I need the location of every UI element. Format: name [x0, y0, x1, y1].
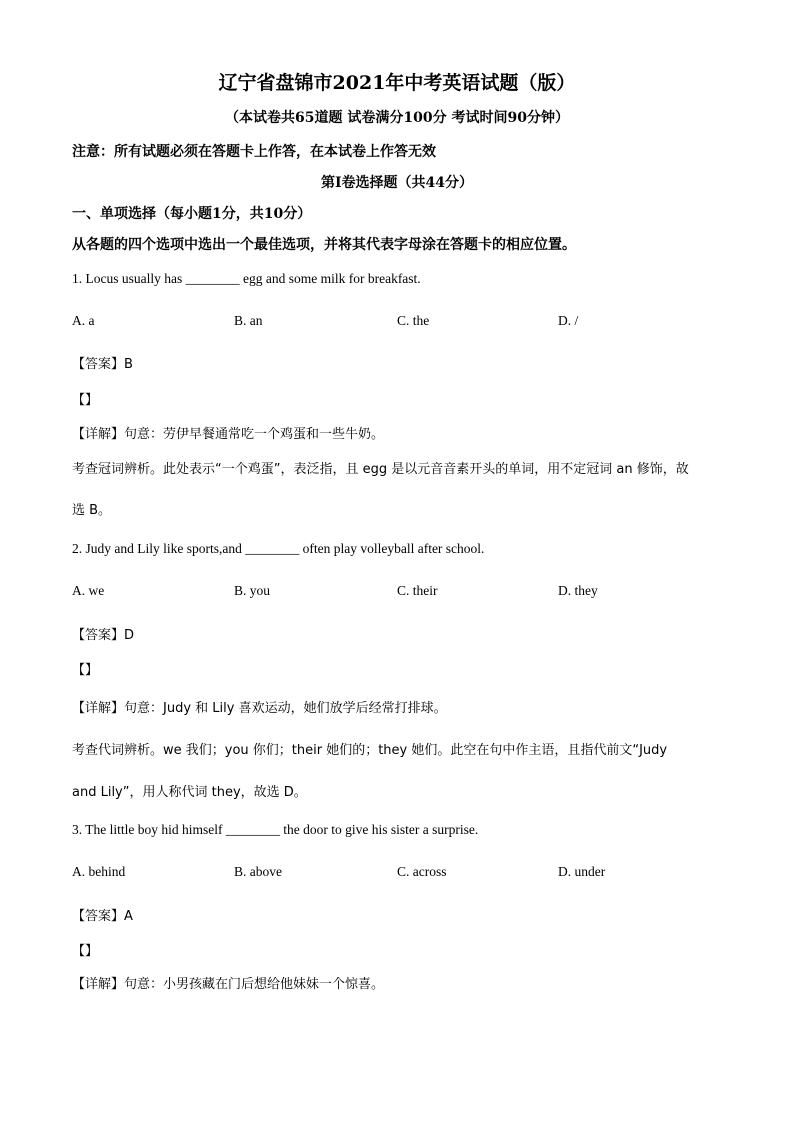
question-2-option-b: B. you: [234, 583, 271, 598]
question-1-stem: 1. Locus usually has ________ egg and some milk for breakfast.: [72, 271, 421, 286]
question-1-analysis-line-2: 选 B。: [72, 503, 112, 518]
exam-info: （本试卷共65道题 试卷满分100分 考试时间90分钟）: [225, 110, 569, 126]
question-1-option-d: D. /: [558, 313, 579, 328]
question-1-answer: 【答案】B: [72, 357, 133, 372]
question-3-answer: 【答案】A: [72, 909, 133, 924]
question-3-option-c: C. across: [397, 864, 447, 879]
question-2-option-d: D. they: [558, 583, 598, 598]
question-3-stem: 3. The little boy hid himself ________ the door to give his sister a surprise.: [72, 822, 479, 837]
part-title: 一、单项选择（每小题1分，共10分）: [72, 206, 312, 222]
question-1-option-b: B. an: [234, 313, 263, 328]
question-3-option-d: D. under: [558, 864, 606, 879]
question-3-detail: 【详解】句意：小男孩藏在门后想给他妹妹一个惊喜。: [72, 977, 385, 992]
question-2-answer: 【答案】D: [72, 628, 135, 643]
question-2-option-a: A. we: [72, 583, 105, 598]
question-3-option-b: B. above: [234, 864, 282, 879]
instruction: 从各题的四个选项中选出一个最佳选项，并将其代表字母涂在答题卡的相应位置。: [72, 237, 576, 253]
question-2-analysis-line-1: 考查代词辨析。we 我们；you 你们；their 她们的；they 她们。此空在句中作主语，且指代前文“Judy: [72, 743, 668, 758]
page-title: 辽宁省盘锦市2021年中考英语试题（版）: [218, 72, 576, 94]
question-1-option-c: C. the: [397, 313, 430, 328]
question-2-option-c: C. their: [397, 583, 438, 598]
question-2-stem: 2. Judy and Lily like sports,and ________ often play volleyball after school.: [72, 541, 485, 556]
question-1-bracket: 【】: [72, 393, 99, 408]
section-title: 第I卷选择题（共44分）: [320, 175, 474, 191]
question-2-analysis-line-2: and Lily”，用人称代词 they，故选 D。: [72, 785, 307, 800]
notice: 注意：所有试题必须在答题卡上作答，在本试卷上作答无效: [72, 144, 436, 160]
question-1-option-a: A. a: [72, 313, 95, 328]
question-3-option-a: A. behind: [72, 864, 126, 879]
question-1-analysis-line-1: 考查冠词辨析。此处表示“一个鸡蛋”，表泛指，且 egg 是以元音音素开头的单词，用不定冠词 an 修饰，故: [72, 462, 689, 477]
question-3-bracket: 【】: [72, 944, 99, 959]
question-2-bracket: 【】: [72, 663, 99, 678]
question-1-detail: 【详解】句意：劳伊早餐通常吃一个鸡蛋和一些牛奶。: [72, 427, 385, 442]
question-2-detail: 【详解】句意：Judy 和 Lily 喜欢运动，她们放学后经常打排球。: [72, 701, 447, 716]
